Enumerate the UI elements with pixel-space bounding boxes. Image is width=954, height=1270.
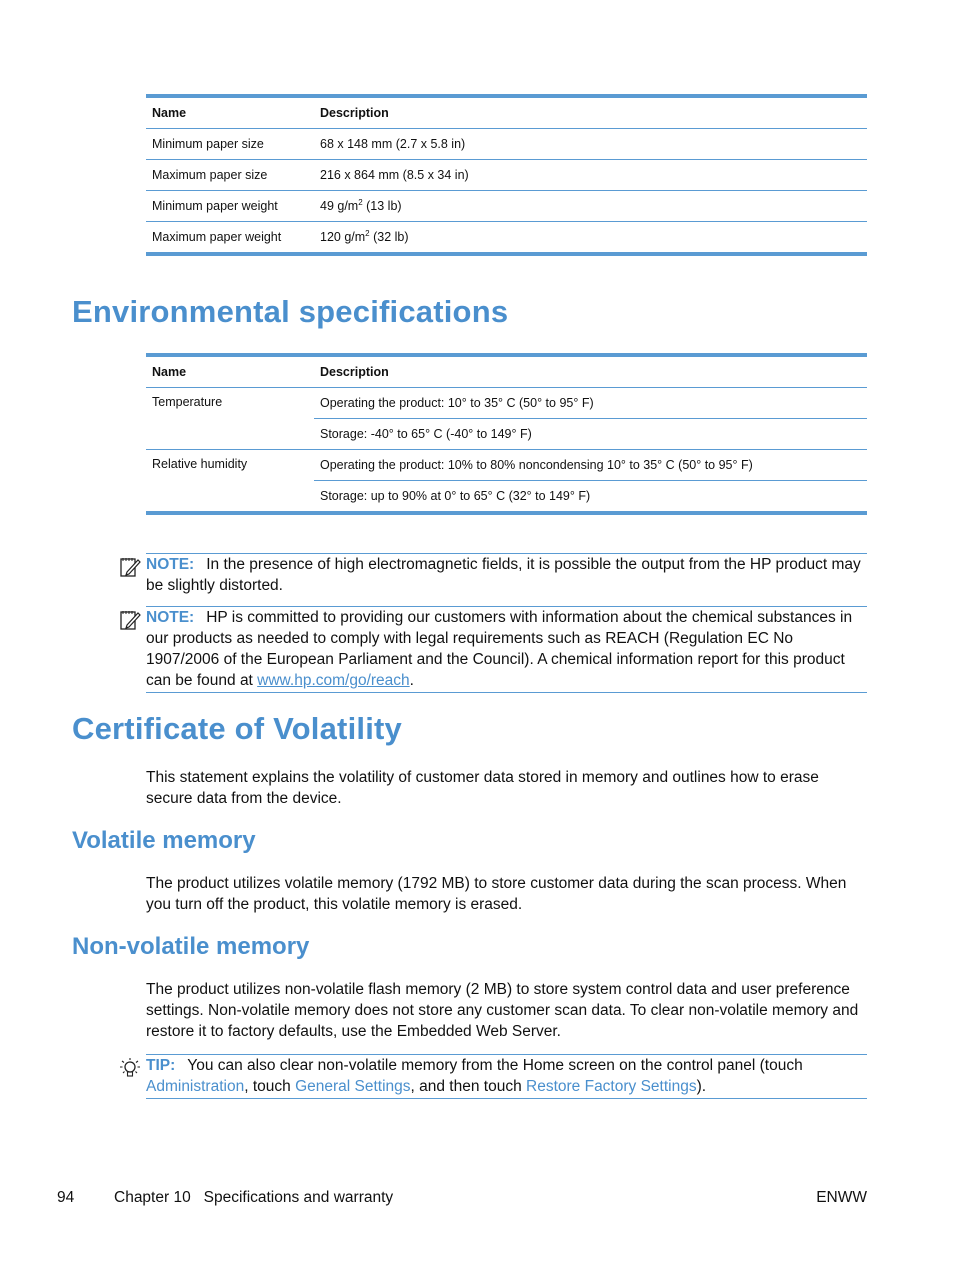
reach-link[interactable]: www.hp.com/go/reach [257,672,410,689]
footer-chapter: Chapter 10 Specifications and warranty [114,1189,394,1206]
heading-volatile-memory: Volatile memory [72,827,256,854]
cell-description: 120 $g/m^2$ (32 lb) [314,222,867,255]
footer-enww: ENWW [816,1189,867,1206]
paper-spec-table [146,94,867,256]
tip-text: ). [696,1078,707,1095]
note-text: In the presence of high electromagnetic fields, it is possible the output from the HP product may be slightly distorted. [146,556,861,594]
cell-description: 49 $g/m^2$ (13 lb) [314,191,867,222]
tip-text: , and then touch [410,1078,527,1095]
note-icon [119,609,141,631]
general-settings-link[interactable]: General Settings [295,1078,411,1095]
tip-label: TIP: [146,1057,176,1074]
restore-factory-settings-link[interactable]: Restore Factory Settings [526,1078,697,1095]
table-row [146,222,867,255]
note-label: NOTE: [146,609,195,626]
col-header-description: Description [314,96,867,129]
tip-text: , touch [244,1078,296,1095]
col-header-name: Name [146,96,314,129]
note-text: HP is committed to providing our customers with information about the chemical substances in our products as needed to comply with legal requirements such as REACH (Regulation EC No 1907/2006 of the European Parliament and the Council). A chemical information report for this product can be found at [146,609,853,689]
cell-name: Relative humidity [146,450,314,514]
cell-description: 216 x 864 mm (8.5 x 34 in) [314,160,867,191]
cell-name: Maximum paper size [146,160,314,191]
page-number: 94 [57,1189,75,1206]
note-icon [119,556,141,578]
cell-name: Minimum paper weight [146,191,314,222]
note-chemical [146,606,867,693]
table-row [146,129,867,160]
table-row [146,191,867,222]
cell-description: Operating the product: 10% to 80% noncondensing 10° to 35° C (50° to 95° F) [314,450,867,481]
heading-nonvolatile-memory: Non-volatile memory [72,933,310,960]
cell-description: 68 x 148 mm (2.7 x 5.8 in) [320,137,466,151]
lightbulb-icon [119,1057,141,1079]
cell-name: Maximum paper weight [146,222,314,255]
cell-description: Storage: up to 90% at 0° to 65° C (32° to 149° F) [314,481,867,514]
table-row [146,450,867,481]
cell-name: Temperature [152,395,223,409]
cell-description: Storage: -40° to 65° C (-40° to 149° F) [314,419,867,450]
cell-description: Operating the product: 10° to 35° C (50° to 95° F) [320,396,594,410]
col-header-description: Description [314,355,867,388]
volatile-memory-text: The product utilizes volatile memory (1792 MB) to store customer data during the scan process. When you turn off the product, this volatile memory is erased. [146,875,847,913]
note-label: NOTE: [146,556,195,573]
administration-link[interactable]: Administration [146,1078,245,1095]
table-row [146,160,867,191]
environmental-spec-table [146,353,867,515]
table-row [146,388,867,419]
nonvolatile-memory-text: The product utilizes non-volatile flash memory (2 MB) to store system control data and user preference settings. Non-volatile memory does not store any customer scan data. To clear non-volatile memory and restore it to factory defaults, use the Embedded Web Server. [146,981,859,1040]
note-text-end: . [409,672,414,689]
tip-text: You can also clear non-volatile memory from the Home screen on the control panel (touch [187,1057,803,1074]
volatility-intro: This statement explains the volatility of customer data stored in memory and outlines how to erase secure data from the device. [146,769,819,807]
heading-environmental: Environmental specifications [72,294,509,329]
cell-name: Minimum paper size [152,137,264,151]
heading-volatility: Certificate of Volatility [72,711,402,746]
col-header-name: Name [146,355,314,388]
note-em-fields [146,553,867,597]
tip-clear-memory [146,1054,867,1099]
